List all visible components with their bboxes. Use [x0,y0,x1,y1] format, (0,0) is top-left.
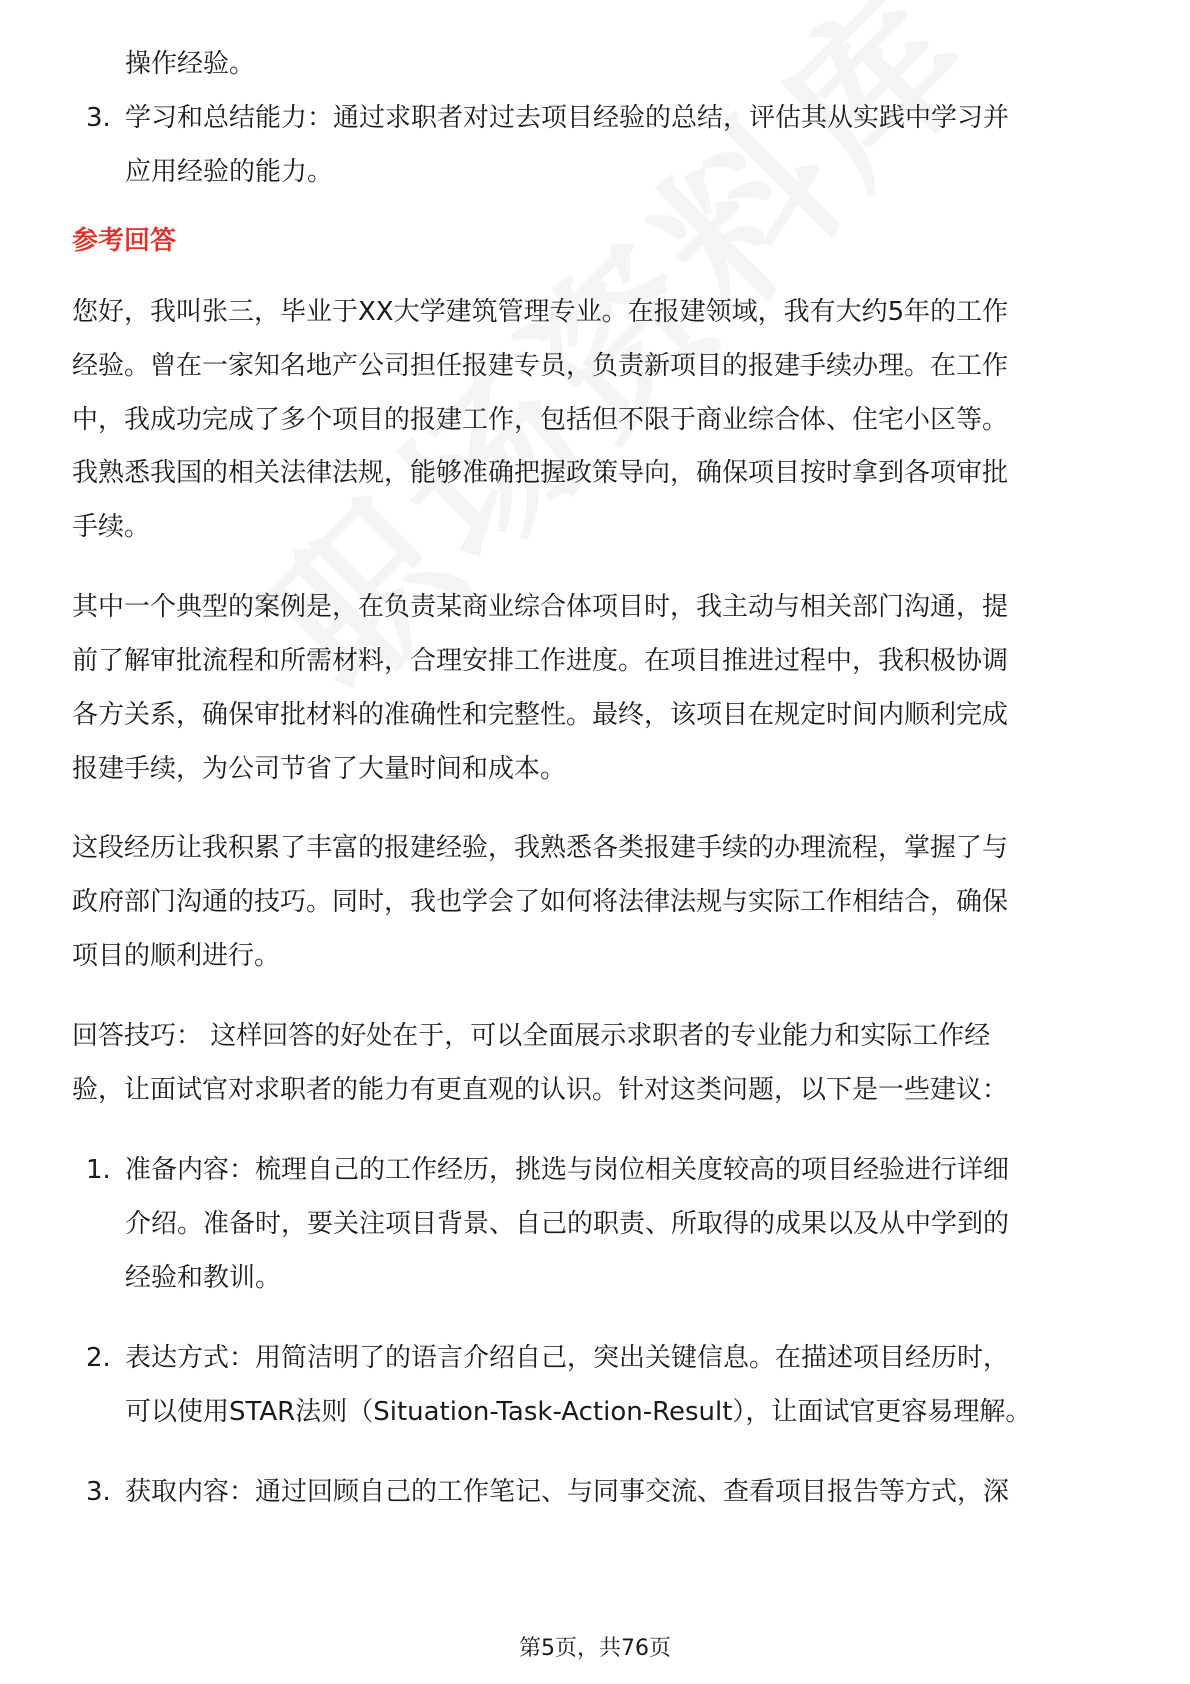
list-item-line: 获取内容：通过回顾自己的工作笔记、与同事交流、查看项目报告等方式，深 [125,1477,1010,1507]
list-item-continuation: 操作经验。 [125,49,256,79]
paragraph-line: 报建手续，为公司节省了大量时间和成本。 [72,754,567,784]
paragraph-line: 我熟悉我国的相关法律法规，能够准确把握政策导向，确保项目按时拿到各项审批 [72,458,1009,488]
paragraph-line: 回答技巧： 这样回答的好处在于，可以全面展示求职者的专业能力和实际工作经 [72,1021,991,1051]
paragraph-line: 政府部门沟通的技巧。同时，我也学会了如何将法律法规与实际工作相结合，确保 [72,887,1009,917]
paragraph-line: 这段经历让我积累了丰富的报建经验，我熟悉各类报建手续的办理流程，掌握了与 [72,833,1009,863]
list-item-line: 应用经验的能力。 [125,157,334,187]
paragraph-line: 其中一个典型的案例是，在负责某商业综合体项目时，我主动与相关部门沟通，提 [72,592,1009,622]
paragraph-line: 项目的顺利进行。 [72,941,281,971]
paragraph-line: 您好，我叫张三，毕业于XX大学建筑管理专业。在报建领域，我有大约5年的工作 [72,297,1009,327]
list-item-line: 表达方式：用简洁明了的语言介绍自己，突出关键信息。在描述项目经历时， [125,1343,1010,1373]
paragraph-line: 中，我成功完成了多个项目的报建工作，包括但不限于商业综合体、住宅小区等。 [72,405,1009,435]
paragraph-line: 各方关系，确保审批材料的准确性和完整性。最终，该项目在规定时间内顺利完成 [72,700,1009,730]
list-item-line: 学习和总结能力：通过求职者对过去项目经验的总结，评估其从实践中学习并 [125,103,1010,133]
list-number: 1. [86,1155,111,1185]
list-item-line: 介绍。准备时，要关注项目背景、自己的职责、所取得的成果以及从中学到的 [125,1209,1010,1239]
page-number-footer: 第5页，共76页 [519,1636,671,1661]
list-number: 2. [86,1343,111,1373]
list-number: 3. [86,103,111,133]
paragraph-line: 经验。曾在一家知名地产公司担任报建专员，负责新项目的报建手续办理。在工作 [72,351,1009,381]
list-item-line: 经验和教训。 [125,1263,282,1293]
list-number: 3. [86,1477,111,1507]
list-item-line: 准备内容：梳理自己的工作经历，挑选与岗位相关度较高的项目经验进行详细 [125,1155,1010,1185]
list-item-line: 可以使用STAR法则（Situation-Task-Action-Result），让面试官更容易理解。 [125,1397,1032,1427]
paragraph-line: 前了解审批流程和所需材料，合理安排工作进度。在项目推进过程中，我积极协调 [72,646,1009,676]
section-heading: 参考回答 [72,226,177,256]
paragraph-line: 验，让面试官对求职者的能力有更直观的认识。针对这类问题，以下是一些建议： [72,1075,1009,1105]
paragraph-line: 手续。 [72,512,151,542]
